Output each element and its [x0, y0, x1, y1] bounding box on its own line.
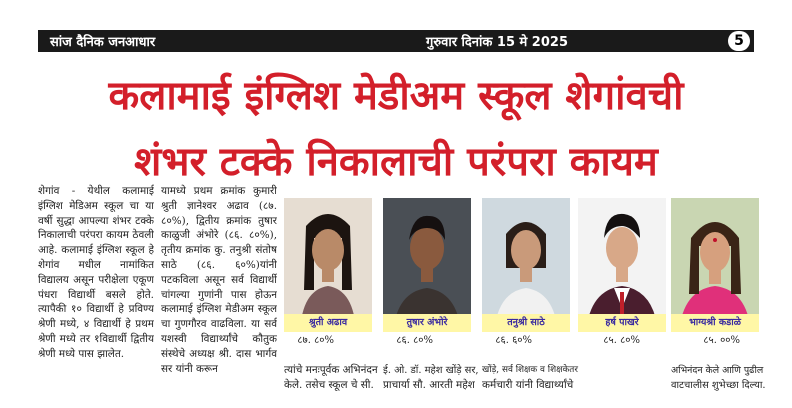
student-name-5: भाग्यश्री कडाळे [671, 314, 759, 332]
closing-text-3b: कर्मचारी यांनी विद्यार्थ्यांचे [482, 379, 574, 391]
student-percent-3: ८६. ६०% [495, 335, 532, 346]
student-photo-4 [578, 198, 666, 332]
student-portrait-5 [671, 198, 759, 332]
student-percent-2: ८६. ८०% [396, 335, 433, 346]
student-percent-4: ८५. ८०% [603, 335, 640, 346]
article-column-1: शेगांव - येथील कलामाई इंग्लिश मेडिअम स्कूल चा या वर्षी सुद्धा आपल्या शंभर टक्के निकालाची परंपरा कायम ठेवली आहे. कलामाई इंग्लिश स्कूल हे शेगांव मधील नामांकित विद्यालय असून परीक्षेला एकूण पंधरा विद्यार्थी बसले होते. त्यापैकी १० विद्यार्थी हे प्रविण्य श्रेणी मध्ये, ४ विद्यार्थी हे प्रथम श्रेणी मध्ये तर १विद्यार्थी द्वितीय श्रेणी मध्ये पास झालेत. [38, 185, 154, 360]
closing-text-1b: केले. तसेच स्कूल चे सी. [284, 379, 374, 391]
closing-text-1a: त्यांचे मनःपूर्वक अभिनंदन [284, 364, 378, 376]
student-photo-5 [671, 198, 759, 332]
closing-text-4a: अभिनंदन केले आणि पुढील [671, 365, 764, 376]
paper-name: सांज दैनिक जनआधार [50, 35, 156, 50]
closing-text-4b: वाटचालीस शुभेच्छा दिल्या. [671, 380, 766, 391]
header-strip [38, 30, 754, 52]
closing-text-1 [284, 363, 376, 393]
issue-date: गुरुवार दिनांक 15 मे 2025 [426, 35, 568, 50]
closing-text-2 [383, 363, 479, 393]
headline-line-2: शंभर टक्के निकालाची परंपरा कायम [134, 139, 658, 185]
closing-text-3a: खोंड़े, सर्व शिक्षक व शिक्षकेतर [482, 365, 578, 375]
closing-text-4 [671, 363, 766, 393]
student-portrait-2 [383, 198, 471, 332]
student-name-2: तुषार अंभोरे [383, 314, 471, 332]
student-photo-1 [284, 198, 372, 332]
student-photo-3 [482, 198, 570, 332]
closing-text-3 [482, 363, 578, 393]
student-name-3: तनुश्री साठे [482, 314, 570, 332]
closing-text-2a: ई. ओ. डॉ. महेश खोंड़े सर, [383, 365, 479, 376]
student-name-4: हर्ष पाखरे [578, 314, 666, 332]
student-portrait-4 [578, 198, 666, 332]
student-percent-5: ८५. ००% [703, 335, 740, 346]
article-column-2: यामध्ये प्रथम क्रमांक कुमारी श्रुती ज्ञानेश्वर अढाव (८७. ८०%), द्वितीय क्रमांक तुषार काळुजी अंभोरे (८६. ८०%), तृतीय क्रमांक कु. तनुश्री संतोष साठे (८६. ६०%)यांनी पटकविला असून सर्व विद्यार्थी चांगल्या गुणांनी पास होऊन कलामाई इंग्लिश मेडीअम स्कूल चा गुणगौरव वाढविला. या सर्व यशस्वी विद्यार्थ्यांचे कौतुक संस्थेचे अध्यक्ष श्री. दास भार्गव सर यांनी करून [161, 185, 277, 375]
headline-line-1: कलामाई इंग्लिश मेडीअम स्कूल शेगांवची [108, 73, 684, 119]
student-portrait-1 [284, 198, 372, 332]
page-number: 5 [728, 31, 750, 51]
closing-text-2b: प्राचार्या सौ. आरती महेश [383, 379, 475, 391]
student-percent-1: ८७. ८०% [297, 335, 334, 346]
student-portrait-3 [482, 198, 570, 332]
student-name-1: श्रुती अढाव [284, 314, 372, 332]
student-photo-2 [383, 198, 471, 332]
